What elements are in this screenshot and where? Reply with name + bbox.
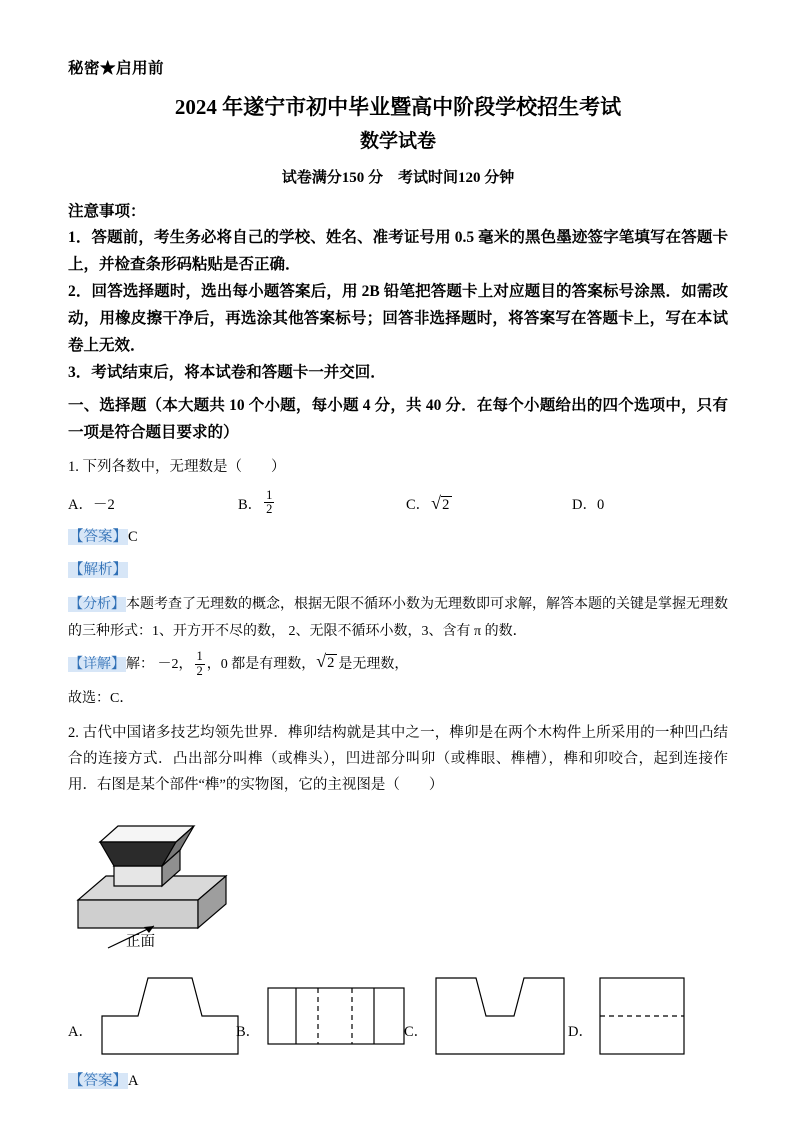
- fraction-numerator: 1: [196, 649, 203, 664]
- radicand: 2: [326, 654, 337, 671]
- answer-value: C: [128, 528, 138, 545]
- analysis-tag: 【解析】: [69, 562, 127, 579]
- answer-tag: 【答案】: [69, 528, 127, 545]
- option-d[interactable]: [572, 493, 692, 514]
- question-2-stem: [68, 720, 728, 798]
- question-2-number: 2.: [68, 724, 79, 741]
- option-a-figure[interactable]: [100, 976, 240, 1056]
- fraction-numerator: 1: [266, 488, 273, 503]
- question-1-conclusion: 故选：C．: [68, 690, 134, 706]
- page-content: [68, 56, 728, 1102]
- fenxi-text: 本题考查了无理数的概念，根据无限不循环小数为无理数即可求解，解答本题的关键是掌握无理数的三种形式：1、开方开不尽的数， 2、无限不循环小数，3、含有 π 的数．: [68, 596, 728, 639]
- question-1-answer: [68, 524, 728, 552]
- xiangjie-pre: 解： －2，: [126, 657, 193, 673]
- option-b-label: B．: [238, 497, 263, 514]
- question-1-stem: [68, 454, 728, 480]
- answer-tag: 【答案】: [69, 1073, 127, 1090]
- question-1-text: 下列各数中，无理数是（ ）: [82, 459, 286, 476]
- xiangjie-post: ，0 都是有理数，: [206, 657, 316, 673]
- radical-sign: √: [316, 651, 327, 672]
- fraction-one-half: [264, 489, 274, 516]
- question-2-figure: [68, 808, 728, 968]
- fraction-denominator: 2: [196, 663, 203, 678]
- square-root-icon: [431, 492, 452, 513]
- question-1-number: 1.: [68, 459, 79, 476]
- fenxi-tag: 【分析】: [69, 596, 125, 612]
- option-d-label: D．: [568, 1024, 593, 1041]
- question-1-xiangjie: [68, 651, 728, 678]
- option-d-figure[interactable]: [598, 976, 688, 1056]
- option-c-label: C．: [404, 1024, 429, 1041]
- option-b[interactable]: [238, 490, 406, 517]
- radical-sign: √: [431, 492, 442, 513]
- square-root-icon: [316, 653, 337, 671]
- option-b-label: B．: [236, 1024, 261, 1041]
- notice-heading: 注意事项：: [68, 203, 146, 220]
- question-1-analysis-tag: [68, 557, 728, 585]
- question-2-answer: [68, 1068, 728, 1096]
- option-a-value: －2: [92, 497, 115, 514]
- xiangjie-tag: 【详解】: [69, 657, 125, 673]
- question-2-text: 古代中国诸多技艺均领先世界．榫卯结构就是其中之一，榫卯是在两个木构件上所采用的一种凹凸结合的连接方式．凸出部分叫榫（或榫头），凹进部分叫卯（或榫眼、榫槽），榫和卯咬合，起到连接作用．右图是某个部件“榫”的实物图，它的主视图是（ ）: [68, 724, 728, 794]
- xiangjie-tail: 是无理数，: [338, 657, 409, 673]
- option-d-label: D．0: [572, 497, 605, 514]
- question-1-options: [68, 490, 728, 517]
- score-time-line: 试卷满分150 分 考试时间120 分钟: [281, 170, 515, 186]
- option-c[interactable]: [406, 493, 572, 514]
- page-title: 2024 年遂宁市初中毕业暨高中阶段学校招生考试: [174, 95, 622, 119]
- notice-item: 3．考试结束后，将本试卷和答题卡一并交回．: [68, 364, 386, 382]
- figure-caption: 正面: [126, 934, 155, 951]
- question-2-options: [68, 972, 728, 1062]
- option-a-label: A．: [68, 1024, 93, 1041]
- page-subtitle: 数学试卷: [359, 130, 436, 152]
- question-1-fenxi: [68, 591, 728, 646]
- option-a-label: A．: [68, 497, 93, 514]
- tenon-3d-illustration: [68, 808, 288, 968]
- notice-item: 1．答题前，考生务必将自己的学校、姓名、准考证号用 0.5 毫米的黑色墨迹签字笔填写在答题卡上，并检查条形码粘贴是否正确．: [68, 229, 728, 273]
- notice-item: 2．回答选择题时，选出每小题答案后，用 2B 铅笔把答题卡上对应题目的答案标号涂黑．如需改动，用橡皮擦干净后，再选涂其他答案标号；回答非选择题时，将答案写在答题卡上，写在本试卷上无效．: [68, 283, 728, 354]
- answer-value: A: [128, 1073, 139, 1090]
- fraction-one-half: [195, 650, 205, 677]
- section-heading: 一、选择题（本大题共 10 个小题，每小题 4 分，共 40 分．在每个小题给出的四个选项中，只有一项是符合题目要求的）: [68, 396, 728, 441]
- fraction-denominator: 2: [266, 502, 273, 517]
- option-c-label: C．: [406, 497, 431, 514]
- option-b-figure[interactable]: [266, 986, 406, 1048]
- radicand: 2: [441, 496, 452, 513]
- option-a[interactable]: [68, 493, 238, 514]
- option-c-figure[interactable]: [434, 976, 566, 1056]
- secret-label: 秘密★启用前: [68, 60, 165, 77]
